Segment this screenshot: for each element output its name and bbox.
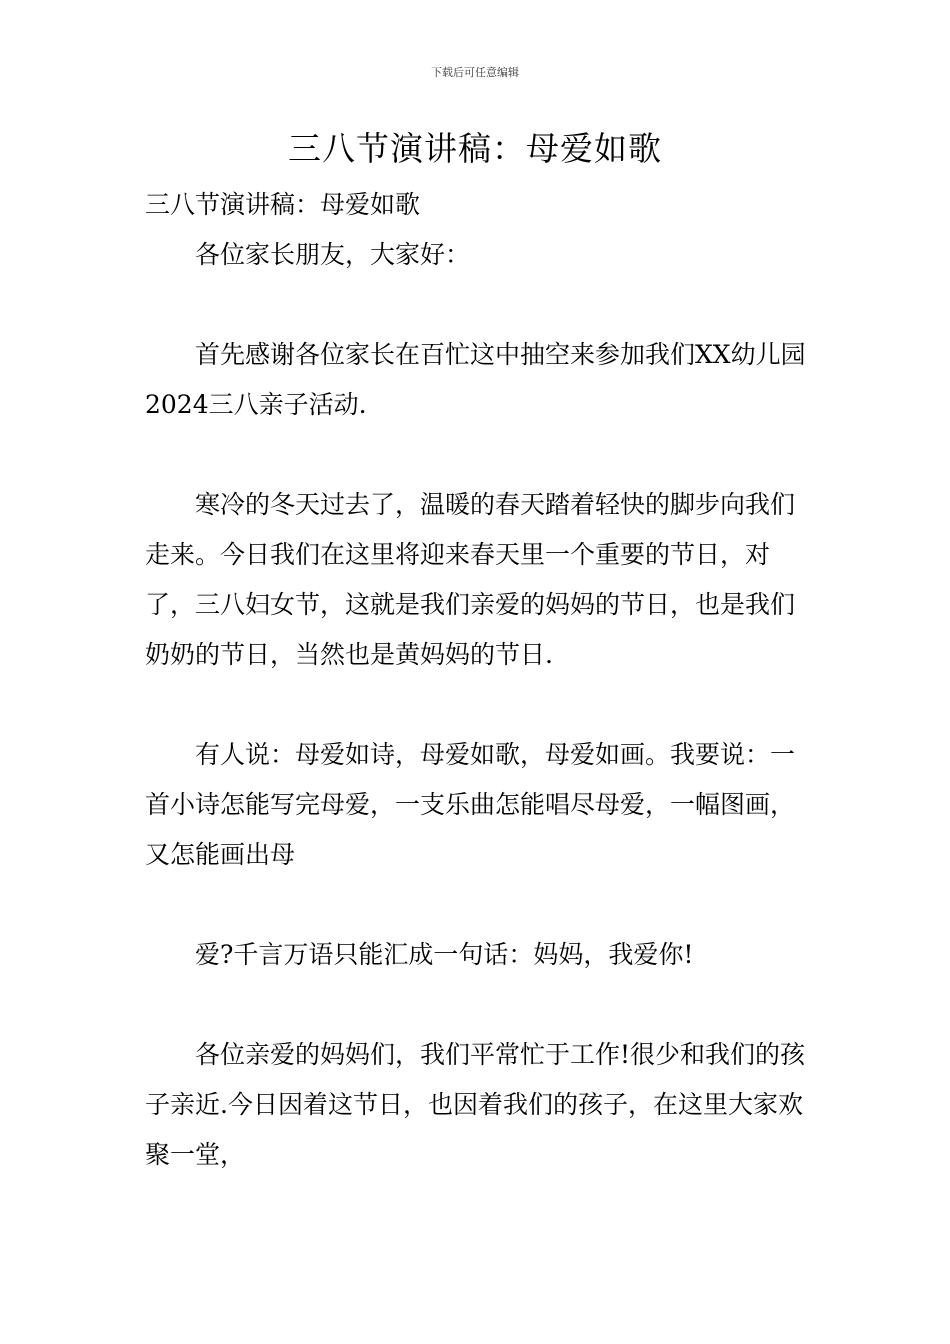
paragraph-spacer xyxy=(145,680,807,730)
paragraph-spacer xyxy=(145,430,807,480)
document-title: 三八节演讲稿：母爱如歌 xyxy=(288,129,662,168)
body-paragraph-1: 首先感谢各位家长在百忙这中抽空来参加我们XX幼儿园2024三八亲子活动. xyxy=(145,340,806,419)
paragraph-spacer xyxy=(145,280,807,330)
body-paragraph-3: 有人说：母爱如诗，母爱如歌，母爱如画。我要说：一首小诗怎能写完母爱，一支乐曲怎能唱尽母爱，一幅图画，又怎能画出母 xyxy=(145,740,796,869)
body-paragraph-4: 爱?千言万语只能汇成一句话：妈妈，我爱你! xyxy=(195,940,694,969)
greeting-paragraph: 各位家长朋友，大家好： xyxy=(195,240,471,269)
paragraph-spacer xyxy=(145,880,807,930)
body-paragraph-2: 寒冷的冬天过去了，温暖的春天踏着轻快的脚步向我们走来。今日我们在这里将迎来春天里一个重要的节日，对了，三八妇女节，这就是我们亲爱的妈妈的节日，也是我们奶奶的节日，当然也是黄妈妈的节日. xyxy=(145,490,796,669)
paragraph-spacer xyxy=(145,980,807,1030)
document-subtitle: 三八节演讲稿：母爱如歌 xyxy=(145,190,421,219)
body-paragraph-5: 各位亲爱的妈妈们，我们平常忙于工作!很少和我们的孩子亲近.今日因着这节日，也因着我们的孩子，在这里大家欢聚一堂， xyxy=(145,1040,806,1169)
document-body xyxy=(145,180,807,1180)
page-header-note: 下载后可任意编辑 xyxy=(431,66,519,79)
